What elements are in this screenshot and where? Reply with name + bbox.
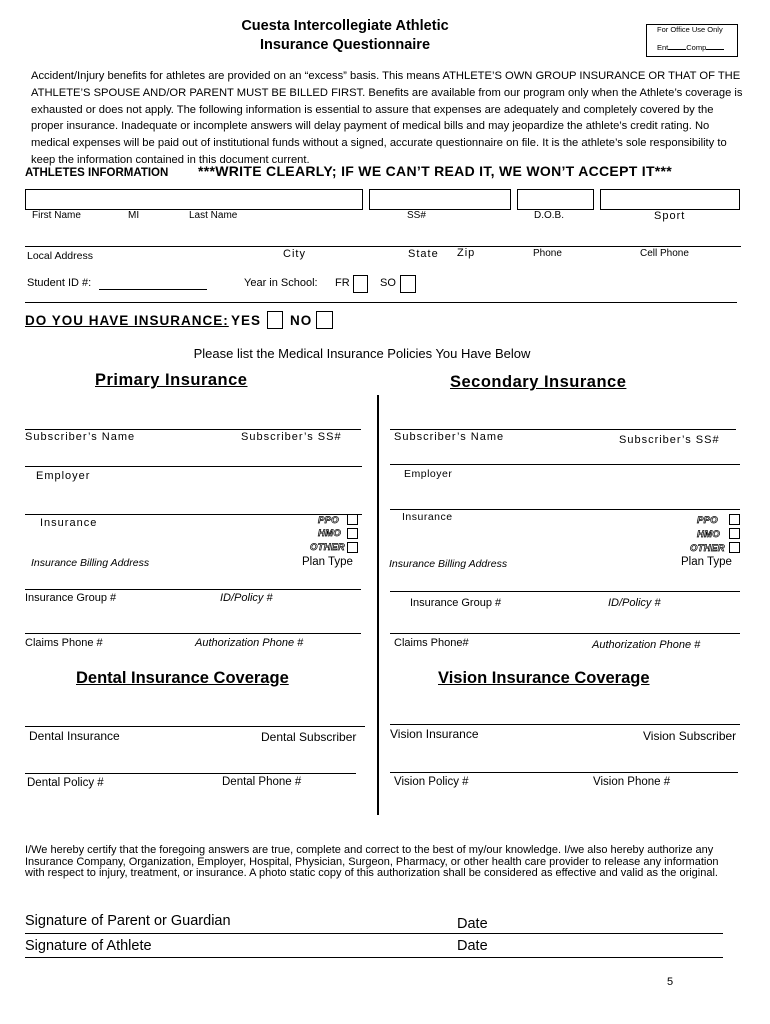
secondary-policy-label: ID/Policy # (608, 597, 661, 609)
secondary-ppo-checkbox[interactable] (729, 514, 740, 525)
ssn-label: SS# (407, 210, 426, 221)
student-id-label: Student ID #: (27, 277, 92, 289)
vision-heading: Vision Insurance Coverage (438, 669, 650, 687)
secondary-auth-phone-label: Authorization Phone # (592, 639, 701, 651)
athletes-info-heading: ATHLETES INFORMATION (25, 167, 169, 179)
secondary-group-label: Insurance Group # (410, 597, 502, 609)
address-line[interactable] (25, 246, 741, 247)
vision-insurance-line[interactable] (390, 724, 740, 725)
secondary-employer-label: Employer (404, 468, 453, 480)
so-checkbox[interactable] (400, 275, 416, 293)
fr-checkbox[interactable] (353, 275, 368, 293)
so-label: SO (380, 277, 396, 289)
secondary-subscriber-name-label: Subscriber’s Name (394, 431, 505, 443)
parent-signature-line[interactable] (25, 933, 723, 934)
dental-policy-line[interactable] (25, 773, 356, 774)
office-use-label: For Office Use Only (657, 25, 723, 34)
primary-policy-label: ID/Policy # (220, 592, 273, 604)
dob-field[interactable] (517, 189, 594, 210)
year-in-school-label: Year in School: (244, 277, 318, 289)
primary-group-label: Insurance Group # (25, 592, 117, 604)
vision-subscriber-label: Vision Subscriber (643, 729, 737, 743)
intro-paragraph: Accident/Injury benefits for athletes are provided on an “excess” basis. This means ATHLETE’S OWN GROUP INSURANCE OR THAT OF THE ATHLETE’S SPOUSE AND/OR PARENT MUST BE BILLED FIRST. Benefits are available from our program only when the Athlete’s coverage is exhausted or does not apply. The following information is essential to assure that expenses are adequately and completely covered by the proper insurance. Inadequate or incomplete answers will delay payment of medical bills and may jeopardize the athlete’s credit rating. No medical expenses will be paid out of institutional funds without a signed, accurate questionnaire on file. It is the athlete’s sole responsibility to keep the information contained in this document current. (31, 70, 743, 166)
yes-checkbox[interactable] (267, 311, 283, 329)
secondary-hmo-checkbox[interactable] (729, 528, 740, 539)
write-clearly-warning: ***WRITE CLEARLY; IF WE CAN’T READ IT, WE WON’T ACCEPT IT*** (198, 163, 673, 179)
primary-subscriber-name-label: Subscriber’s Name (25, 431, 136, 443)
secondary-plan-type-label: Plan Type (681, 556, 732, 568)
certification-text: I/We hereby certify that the foregoing answers are true, complete and correct to the best of my/our knowledge. I/we also hereby authorize any Insurance Company, Organization, Employer, Hospital, Physician, Surgeon, Pharmacy, or other health care provider to release any information with respect to injury, treatment, or insurance. A photo static copy of this authorization shall be considered as effective and valid as the original. (25, 844, 719, 879)
page-number: 5 (667, 976, 674, 988)
last-name-label: Last Name (189, 210, 238, 221)
fr-label: FR (335, 277, 350, 289)
date1-label: Date (457, 916, 488, 932)
secondary-employer-line[interactable] (390, 464, 740, 465)
secondary-insurance-label: Insurance (402, 511, 453, 523)
vision-insurance-label: Vision Insurance (390, 727, 479, 741)
primary-hmo-label: HMO (318, 528, 342, 539)
student-id-line[interactable] (99, 289, 207, 290)
zip-label: Zip (457, 247, 476, 259)
primary-subscriber-ss-label: Subscriber’s SS# (241, 431, 342, 443)
primary-employer-line[interactable] (25, 466, 362, 467)
secondary-other-label: OTHER (690, 543, 725, 554)
insurance-question-label: DO YOU HAVE INSURANCE: (25, 313, 229, 328)
secondary-subscriber-line[interactable] (390, 429, 736, 430)
athletes-divider (25, 302, 737, 303)
secondary-group-line[interactable] (390, 633, 740, 634)
primary-auth-phone-label: Authorization Phone # (195, 637, 304, 649)
primary-heading: Primary Insurance (95, 371, 248, 389)
list-prompt: Please list the Medical Insurance Policies You Have Below (193, 346, 531, 361)
dental-policy-label: Dental Policy # (27, 777, 104, 789)
parent-signature-label: Signature of Parent or Guardian (25, 913, 231, 929)
secondary-claims-phone-label: Claims Phone# (394, 637, 469, 649)
vision-policy-label: Vision Policy # (394, 776, 469, 788)
athlete-signature-line[interactable] (25, 957, 723, 958)
form-title: Cuesta Intercollegiate Athletic (241, 18, 449, 34)
cell-phone-label: Cell Phone (640, 248, 689, 259)
form-subtitle: Insurance Questionnaire (259, 37, 431, 53)
state-label: State (408, 248, 439, 260)
sport-field[interactable] (600, 189, 740, 210)
dental-subscriber-label: Dental Subscriber (261, 730, 357, 744)
primary-other-checkbox[interactable] (347, 542, 358, 553)
secondary-other-checkbox[interactable] (729, 542, 740, 553)
primary-plan-type-label: Plan Type (302, 556, 353, 568)
no-label: NO (290, 313, 313, 328)
primary-insurance-line[interactable] (25, 514, 362, 515)
vision-policy-line[interactable] (390, 772, 738, 773)
secondary-billing-label: Insurance Billing Address (389, 558, 508, 570)
yes-label: YES (231, 313, 262, 328)
primary-group-line[interactable] (25, 633, 361, 634)
secondary-subscriber-ss-label: Subscriber’s SS# (619, 434, 720, 446)
secondary-heading: Secondary Insurance (450, 373, 627, 391)
dental-heading: Dental Insurance Coverage (76, 669, 289, 687)
primary-ppo-checkbox[interactable] (347, 514, 358, 525)
column-divider (377, 395, 379, 815)
primary-ppo-label: PPO (318, 515, 339, 526)
primary-hmo-checkbox[interactable] (347, 528, 358, 539)
dob-label: D.O.B. (534, 210, 565, 221)
primary-employer-label: Employer (36, 470, 91, 482)
ssn-field[interactable] (369, 189, 511, 210)
phone-label: Phone (533, 248, 562, 259)
primary-other-label: OTHER (310, 542, 345, 553)
date2-label: Date (457, 938, 488, 954)
office-use-box (646, 24, 738, 57)
secondary-insurance-line[interactable] (390, 509, 740, 510)
sport-label: Sport (654, 210, 686, 222)
primary-insurance-label: Insurance (40, 517, 98, 529)
secondary-hmo-label: HMO (697, 529, 721, 540)
mi-label: MI (128, 210, 140, 221)
primary-billing-line[interactable] (25, 589, 361, 590)
name-field[interactable] (25, 189, 363, 210)
no-checkbox[interactable] (316, 311, 333, 329)
primary-claims-phone-label: Claims Phone # (25, 637, 103, 649)
dental-insurance-label: Dental Insurance (29, 729, 120, 743)
secondary-ppo-label: PPO (697, 515, 718, 526)
city-label: City (283, 248, 306, 260)
vision-phone-label: Vision Phone # (593, 776, 671, 788)
local-address-label: Local Address (27, 250, 93, 262)
first-name-label: First Name (32, 210, 81, 221)
dental-phone-label: Dental Phone # (222, 776, 302, 788)
secondary-billing-line[interactable] (390, 591, 740, 592)
athlete-signature-label: Signature of Athlete (25, 938, 152, 954)
dental-insurance-line[interactable] (25, 726, 365, 727)
primary-subscriber-line[interactable] (25, 429, 361, 430)
ent-label: Ent Comp (657, 43, 724, 52)
primary-billing-label: Insurance Billing Address (31, 557, 150, 569)
